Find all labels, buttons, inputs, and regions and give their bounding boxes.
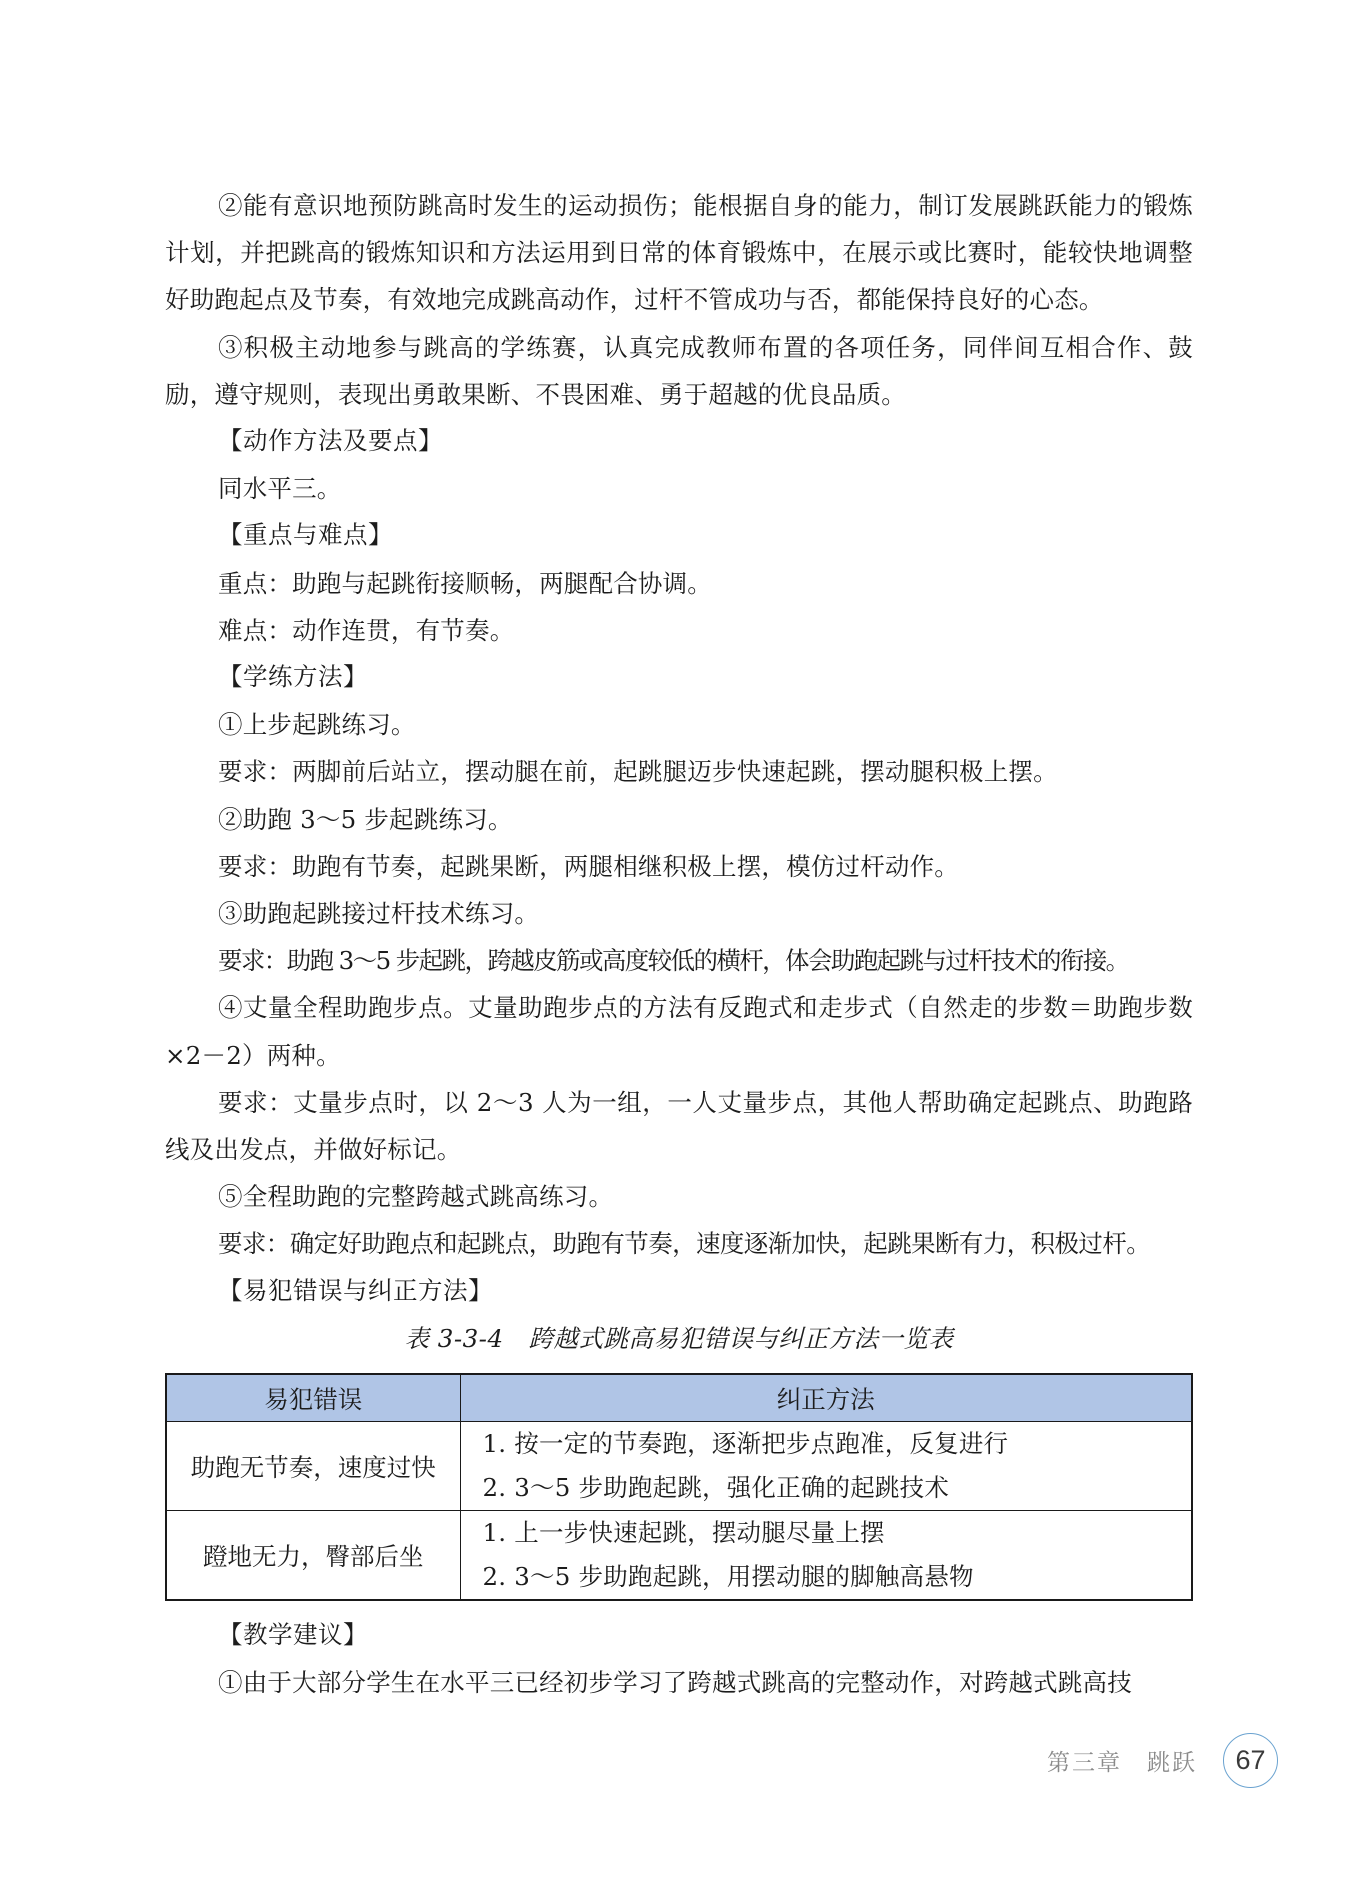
correction-cell [460, 1422, 1192, 1511]
section-header-key-difficulty: 【重点与难点】 [218, 522, 393, 550]
paragraph: ②能有意识地预防跳高时发生的运动损伤；能根据自身的能力，制订发展跳跃能力的锻炼计划，并把跳高的锻炼知识和方法运用到日常的体育锻炼中，在展示或比赛时，能较快地调整好助跑起点及节奏，有效地完成跳高动作，过杆不管成功与否，都能保持良好的心态。 [165, 191, 1193, 315]
paragraph: 要求：助跑 3～5 步起跳，跨越皮筋或高度较低的横杆，体会助跑起跳与过杆技术的衔接。 [218, 946, 1129, 976]
paragraph: ①上步起跳练习。 [218, 710, 416, 740]
paragraph: ③助跑起跳接过杆技术练习。 [218, 899, 540, 929]
paragraph: ⑤全程助跑的完整跨越式跳高练习。 [218, 1182, 614, 1212]
correction-method: 1. 上一步快速起跳，摆动腿尽量上摆 [482, 1518, 885, 1548]
paragraph: 要求：确定好助跑点和起跳点，助跑有节奏，速度逐渐加快，起跳果断有力，积极过杆。 [218, 1229, 1151, 1259]
error-cell: 蹬地无力，臀部后坐 [166, 1511, 460, 1601]
chapter-label: 第三章 跳跃 [1047, 1749, 1197, 1775]
table-header-correction: 纠正方法 [460, 1374, 1192, 1422]
paragraph: ①由于大部分学生在水平三已经初步学习了跨越式跳高的完整动作，对跨越式跳高技 [218, 1668, 1132, 1698]
page-content [165, 182, 1193, 1706]
paragraph: ④丈量全程助跑步点。丈量助跑步点的方法有反跑式和走步式（自然走的步数＝助跑步数×2－2）两种。 [165, 993, 1193, 1070]
page-number-badge: 67 [1223, 1733, 1278, 1788]
table-caption: 表 3-3-4 跨越式跳高易犯错误与纠正方法一览表 [404, 1323, 954, 1353]
correction-method: 1. 按一定的节奏跑，逐渐把步点跑准，反复进行 [482, 1429, 1009, 1459]
table-row [166, 1422, 1192, 1511]
paragraph: 要求：两脚前后站立，摆动腿在前，起跳腿迈步快速起跳，摆动腿积极上摆。 [218, 757, 1058, 787]
correction-cell [460, 1511, 1192, 1601]
paragraph: 难点：动作连贯，有节奏。 [218, 615, 515, 645]
correction-method: 2. 3～5 步助跑起跳，强化正确的起跳技术 [482, 1473, 950, 1503]
section-header-action-method: 【动作方法及要点】 [218, 428, 443, 456]
table-row [166, 1511, 1192, 1601]
paragraph: 重点：助跑与起跳衔接顺畅，两腿配合协调。 [218, 568, 712, 598]
table-header-error: 易犯错误 [166, 1374, 460, 1422]
paragraph: 要求：助跑有节奏，起跳果断，两腿相继积极上摆，模仿过杆动作。 [218, 851, 959, 881]
paragraph: ②助跑 3～5 步起跳练习。 [218, 804, 513, 834]
correction-method: 2. 3～5 步助跑起跳，用摆动腿的脚触高悬物 [482, 1562, 974, 1592]
table-header-row [166, 1374, 1192, 1422]
section-header-common-errors: 【易犯错误与纠正方法】 [218, 1277, 493, 1305]
paragraph: 同水平三。 [218, 474, 342, 504]
paragraph: 要求：丈量步点时，以 2～3 人为一组，一人丈量步点，其他人帮助确定起跳点、助跑路线及出发点，并做好标记。 [165, 1087, 1193, 1165]
error-cell: 助跑无节奏，速度过快 [166, 1422, 460, 1511]
errors-corrections-table [165, 1373, 1193, 1601]
section-header-practice-methods: 【学练方法】 [218, 664, 368, 692]
section-header-teaching-advice: 【教学建议】 [218, 1622, 368, 1650]
page-footer [1047, 1733, 1278, 1788]
paragraph: ③积极主动地参与跳高的学练赛，认真完成教师布置的各项任务，同伴间互相合作、鼓励，遵守规则，表现出勇敢果断、不畏困难、勇于超越的优良品质。 [165, 332, 1193, 409]
